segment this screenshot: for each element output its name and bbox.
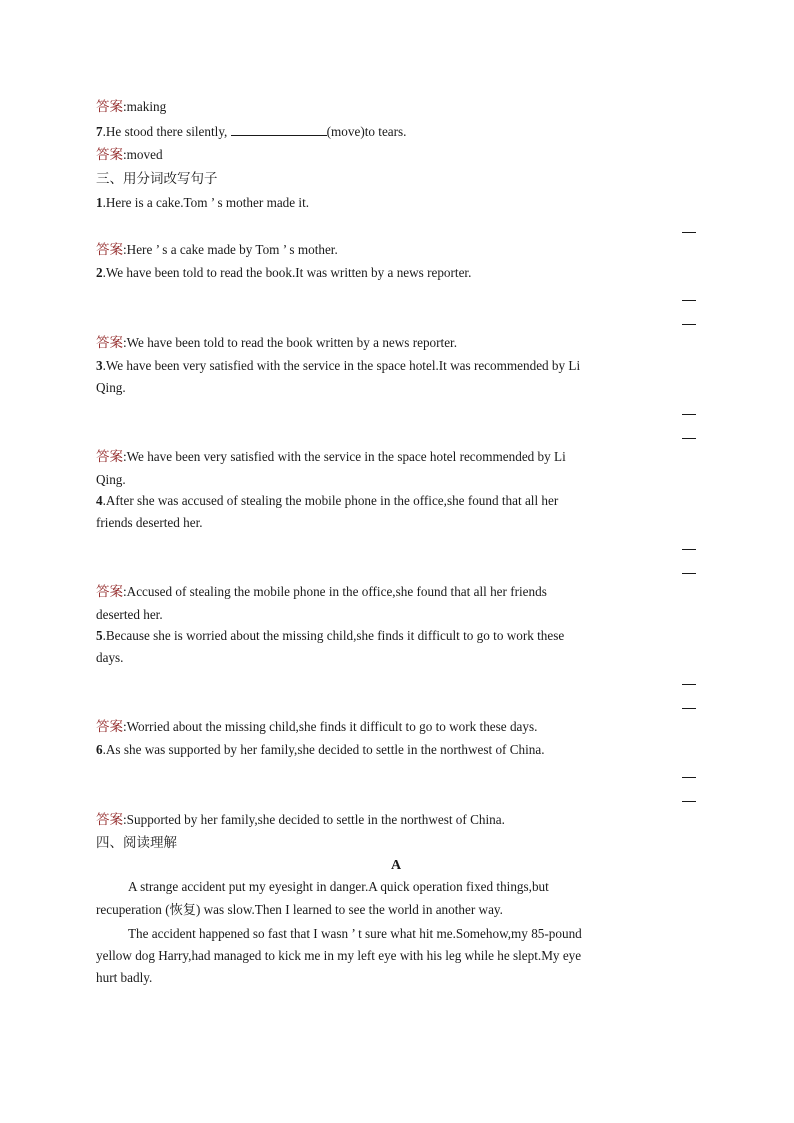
question-5-line-2: days. (96, 650, 124, 665)
answer-5: 答案:Worried about the missing child,she finds it difficult to go to work these days. (96, 719, 538, 735)
answer-1: 答案:Here ’ s a cake made by Tom ’ s mother. (96, 242, 338, 258)
writing-line[interactable] (682, 414, 696, 415)
answer-label: 答案 (96, 99, 123, 115)
question-2: 2.We have been told to read the book.It was written by a news reporter. (96, 265, 472, 280)
writing-line[interactable] (682, 438, 696, 439)
answer-text: moved (126, 147, 163, 162)
answer-label: 答案 (96, 719, 123, 735)
writing-line[interactable] (682, 708, 696, 709)
question-text: We have been told to read the book.It was written by a news reporter. (105, 265, 472, 280)
question-5-line-1: 5.Because she is worried about the missing child,she finds it difficult to go to work these (96, 628, 565, 643)
question-3-line-1: 3.We have been very satisfied with the service in the space hotel.It was recommended by Li (96, 358, 581, 373)
answer-4-line-2: deserted her. (96, 607, 163, 622)
answer-label: 答案 (96, 242, 123, 258)
question-1: 1.Here is a cake.Tom ’ s mother made it. (96, 195, 310, 210)
writing-line[interactable] (682, 300, 696, 301)
writing-line[interactable] (682, 549, 696, 550)
section-4-title: 四、阅读理解 (96, 835, 177, 851)
passage-label: A (390, 858, 402, 873)
writing-line[interactable] (682, 232, 696, 233)
answer-text: Here ’ s a cake made by Tom ’ s mother. (126, 242, 338, 257)
answer-3-line-2: Qing. (96, 472, 126, 487)
question-4-line-1: 4.After she was accused of stealing the mobile phone in the office,she found that all her (96, 493, 559, 508)
question-number: 5 (96, 628, 103, 643)
section-3-title: 三、用分词改写句子 (96, 171, 218, 187)
answer-text: Worried about the missing child,she finds it difficult to go to work these days. (126, 719, 538, 734)
answer-text: making (126, 99, 167, 114)
answer-text: Accused of stealing the mobile phone in the office,she found that all her friends (126, 584, 547, 599)
answer-label: 答案 (96, 449, 123, 465)
answer-7: 答案:moved (96, 147, 163, 163)
question-6: 6.As she was supported by her family,she decided to settle in the northwest of China. (96, 742, 545, 757)
answer-6: 答案:Supported by her family,she decided to settle in the northwest of China. (96, 812, 505, 828)
question-text: After she was accused of stealing the mobile phone in the office,she found that all her (105, 493, 559, 508)
question-number: 1 (96, 195, 103, 210)
question-number: 2 (96, 265, 103, 280)
writing-line[interactable] (682, 324, 696, 325)
question-text: We have been very satisfied with the service in the space hotel.It was recommended by Li (105, 358, 581, 373)
question-number: 3 (96, 358, 103, 373)
answer-text: We have been very satisfied with the service in the space hotel recommended by Li (126, 449, 566, 464)
answer-2: 答案:We have been told to read the book written by a news reporter. (96, 335, 458, 351)
question-3-line-2: Qing. (96, 380, 126, 395)
answer-4-line-1: 答案:Accused of stealing the mobile phone in the office,she found that all her friends (96, 584, 547, 600)
fill-blank[interactable] (231, 123, 327, 136)
passage-paragraph-2-line-3: hurt badly. (96, 970, 153, 985)
question-text: Because she is worried about the missing child,she finds it difficult to go to work these (105, 628, 565, 643)
answer-text: We have been told to read the book written by a news reporter. (126, 335, 458, 350)
question-7: 7.He stood there silently, (move)to tears. (96, 124, 407, 139)
answer-label: 答案 (96, 584, 123, 600)
passage-paragraph-1-line-2: recuperation (恢复) was slow.Then I learned to see the world in another way. (96, 902, 503, 917)
passage-paragraph-2-line-2: yellow dog Harry,had managed to kick me in my left eye with his leg while he slept.My eye (96, 948, 582, 963)
question-number: 7 (96, 124, 103, 139)
answer-text: Supported by her family,she decided to settle in the northwest of China. (126, 812, 505, 827)
question-number: 6 (96, 742, 103, 757)
writing-line[interactable] (682, 777, 696, 778)
question-number: 4 (96, 493, 103, 508)
passage-paragraph-2-line-1: The accident happened so fast that I wasn ’ t sure what hit me.Somehow,my 85-pound (128, 926, 582, 941)
answer-prev: 答案:making (96, 99, 167, 115)
question-text: As she was supported by her family,she decided to settle in the northwest of China. (105, 742, 545, 757)
writing-line[interactable] (682, 801, 696, 802)
answer-label: 答案 (96, 147, 123, 163)
passage-paragraph-1-line-1: A strange accident put my eyesight in danger.A quick operation fixed things,but (128, 879, 549, 894)
question-text: He stood there silently, (105, 124, 228, 139)
question-text: Here is a cake.Tom ’ s mother made it. (105, 195, 310, 210)
question-4-line-2: friends deserted her. (96, 515, 203, 530)
answer-label: 答案 (96, 335, 123, 351)
writing-line[interactable] (682, 573, 696, 574)
answer-3-line-1: 答案:We have been very satisfied with the service in the space hotel recommended by Li (96, 449, 566, 465)
question-text-after-blank: (move)to tears. (326, 124, 407, 139)
answer-label: 答案 (96, 812, 123, 828)
writing-line[interactable] (682, 684, 696, 685)
